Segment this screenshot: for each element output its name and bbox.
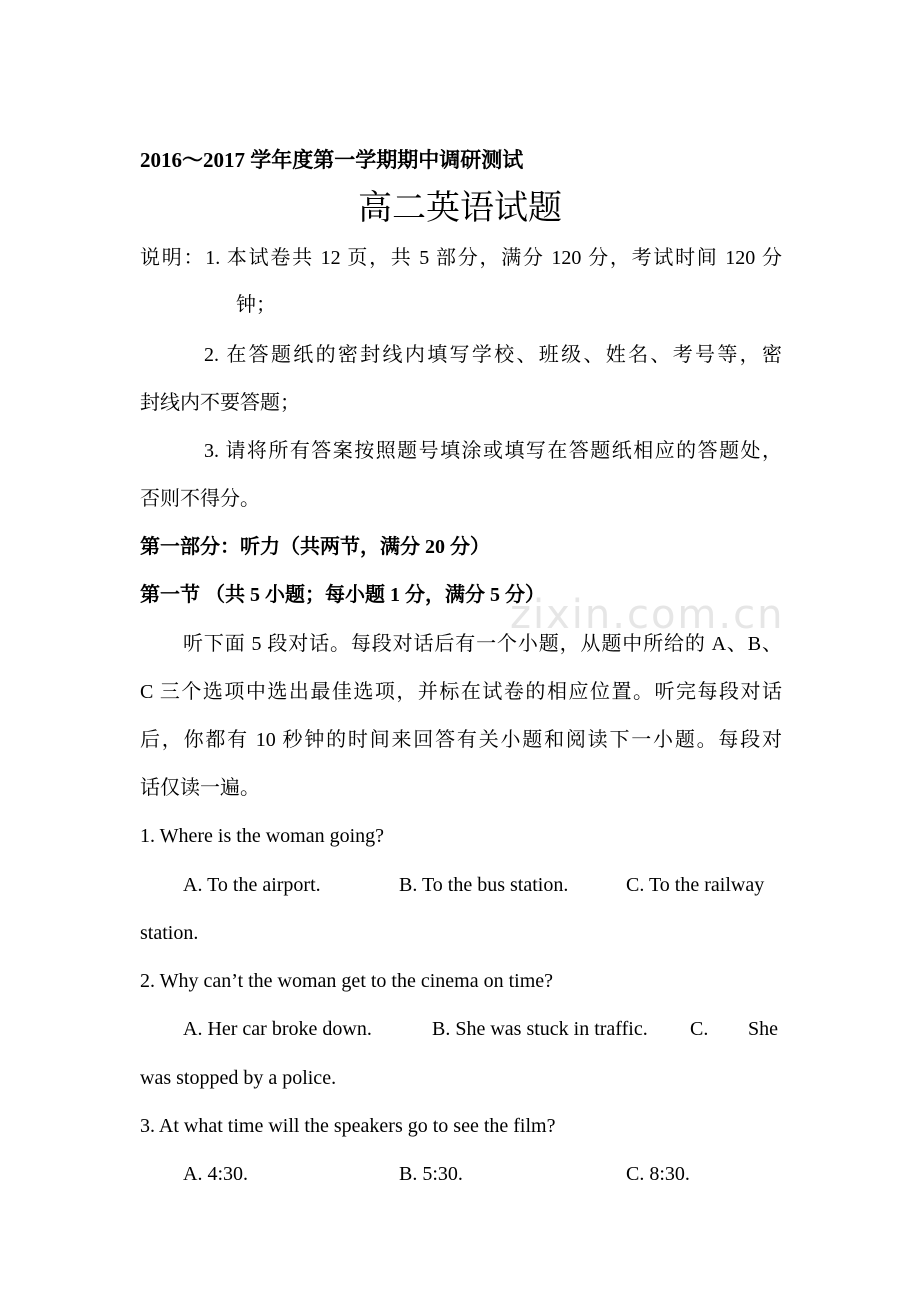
question-3-option-a: A. 4:30. [183,1163,248,1185]
directions-line-3: 后，你都有 10 秒钟的时间来回答有关小题和阅读下一小题。每段对 [140,729,782,751]
watermark: zixin.com.cn [510,592,785,638]
question-2-option-c-cont: was stopped by a police. [140,1067,337,1089]
question-2-option-b: B. She was stuck in traffic. [432,1018,648,1040]
question-2-option-a: A. Her car broke down. [183,1018,372,1040]
instruction-line-2: 2. 在答题纸的密封线内填写学校、班级、姓名、考号等，密 [204,344,782,366]
question-1-stem: 1. Where is the woman going? [140,825,385,847]
part1-heading: 第一部分：听力（共两节，满分 20 分） [140,536,490,558]
question-2-option-c-word: She [748,1018,778,1040]
question-1-option-b: B. To the bus station. [399,874,569,896]
directions-line-2: C 三个选项中选出最佳选项，并标在试卷的相应位置。听完每段对话 [140,681,782,703]
question-2-stem: 2. Why can’t the woman get to the cinema on time? [140,970,554,992]
instruction-line-2-cont: 封线内不要答题； [140,392,300,414]
question-2-option-c: C. [690,1018,709,1040]
question-3-stem: 3. At what time will the speakers go to see the film? [140,1115,556,1137]
question-1-option-a: A. To the airport. [183,874,321,896]
question-3-option-c: C. 8:30. [626,1163,690,1185]
question-1-option-c-cont: station. [140,922,199,944]
exam-subtitle: 2016～2017 学年度第一学期期中调研测试 [140,148,524,172]
instruction-line-3-cont: 否则不得分。 [140,488,260,510]
instruction-line-1: 说明：1. 本试卷共 12 页，共 5 部分，满分 120 分，考试时间 120 分 [140,247,782,269]
directions-line-4: 话仅读一遍。 [140,777,260,799]
section1-heading: 第一节 （共 5 小题；每小题 1 分，满分 5 分） [140,584,545,606]
directions-line-1: 听下面 5 段对话。每段对话后有一个小题，从题中所给的 A、B、 [183,633,782,655]
instruction-line-1-cont: 钟； [236,294,276,316]
exam-title: 高二英语试题 [358,188,562,228]
question-1-option-c: C. To the railway [626,874,765,896]
instruction-line-3: 3. 请将所有答案按照题号填涂或填写在答题纸相应的答题处， [204,440,782,462]
question-3-option-b: B. 5:30. [399,1163,463,1185]
